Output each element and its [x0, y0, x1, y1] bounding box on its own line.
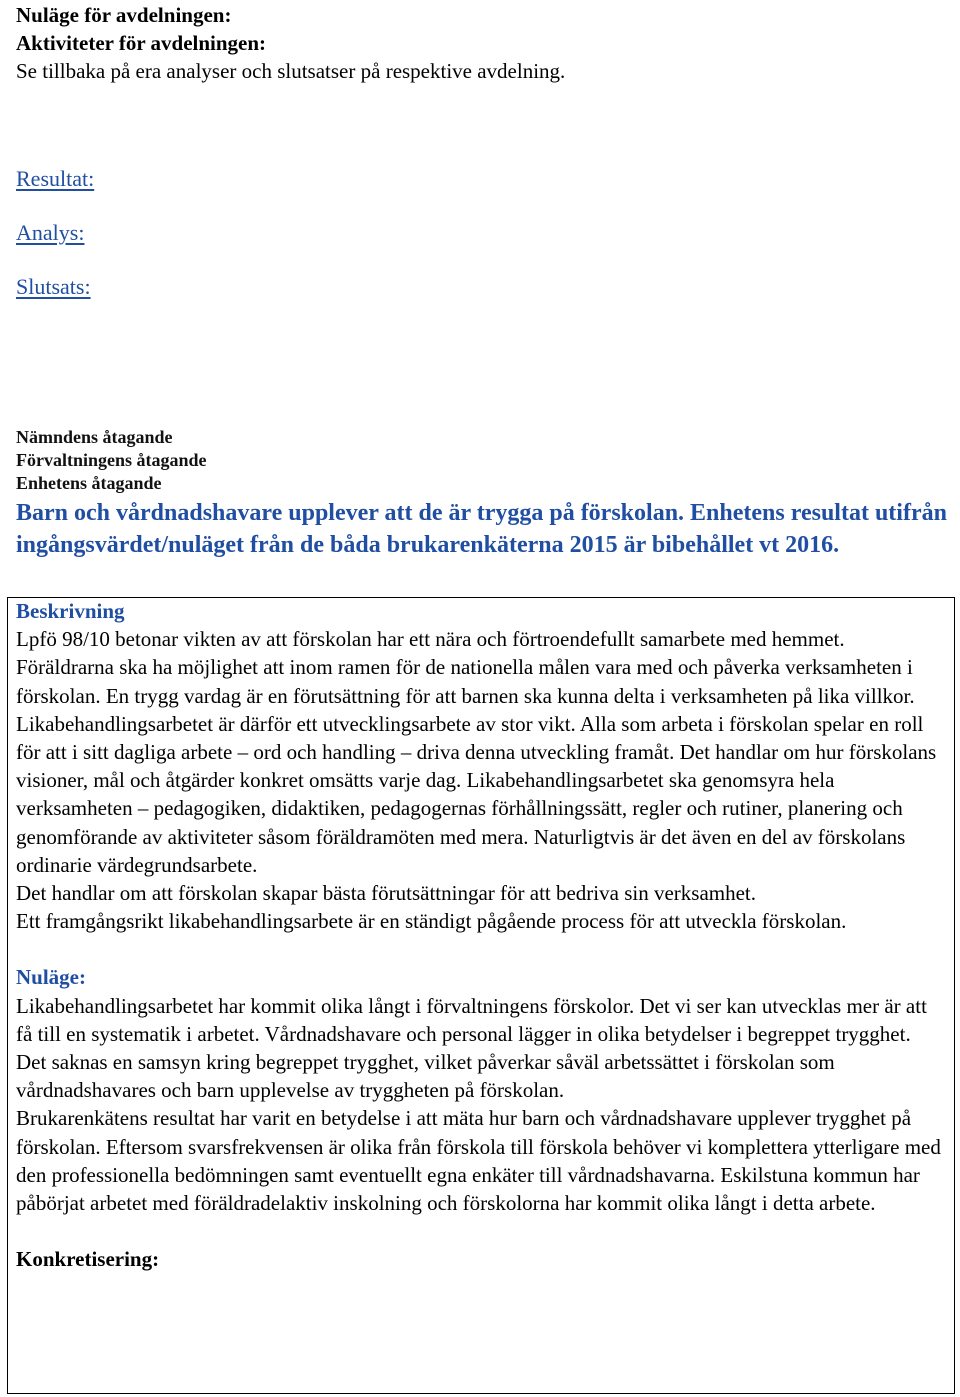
description-paragraph: Ett framgångsrikt likabehandlingsarbete är en ständigt pågående process för att utveckla förskolan.	[16, 909, 847, 934]
section-links	[16, 166, 94, 300]
unit-commitment-label: Enhetens åtagande	[16, 473, 162, 493]
analysis-link[interactable]: Analys:	[16, 220, 85, 245]
current-status-heading: Nuläge:	[16, 965, 86, 990]
administration-commitment-label: Förvaltningens åtagande	[16, 450, 207, 470]
description-paragraph: Det handlar om att förskolan skapar bästa förutsättningar för att bedriva sin verksamhet.	[16, 881, 757, 906]
commitments-section	[16, 426, 951, 561]
page-header	[16, 1, 946, 85]
description-paragraph: Lpfö 98/10 betonar vikten av att förskolan har ett nära och förtroendefullt samarbete med hemmet. Föräldrarna ska ha möjlighet att inom ramen för de nationella målen vara med och påverka verksamheten i förskolan. En trygg vardag är en förutsättning för att barnen ska kunna delta i verksamheten på lika villkor. Likabehandlingsarbetet är därför ett utvecklingsarbete av stor vikt. Alla som arbeta i förskolan spelar en roll för att i sitt dagliga arbete – ord och handling – driva denna utveckling framåt. Det handlar om hur förskolans visioner, mål och åtgärder konkret omsätts varje dag. Likabehandlingsarbetet ska genomsyra hela verksamheten – pedagogiken, didaktiken, pedagogernas förhållningssätt, regler och rutiner, planering och genomförande av aktiviteter såsom föräldramöten med mera. Naturligtvis är det även en del av förskolans ordinarie värdegrundsarbete.	[16, 627, 937, 877]
description-heading: Beskrivning	[16, 599, 125, 623]
current-status-paragraph: Brukarenkätens resultat har varit en betydelse i att mäta hur barn och vårdnadshavare upplever trygghet på förskolan. Eftersom svarsfrekvensen är olika från förskola till förskola behöver vi komplettera ytterligare med den professionella bedömningen samt eventuellt egna enkäter till vårdnadshavarna. Eskilstuna kommun har påbörjat arbetet med föräldradelaktiv inskolning och förskolorna har kommit olika långt i detta arbete.	[16, 1106, 941, 1216]
activities-heading: Aktiviteter för avdelningen:	[16, 31, 267, 55]
current-status-paragraph: Likabehandlingsarbetet har kommit olika långt i förvaltningens förskolor. Det vi ser kan utvecklas mer är att få till en systematik i arbetet. Vårdnadshavare och personal lägger in olika betydelser i begreppet trygghet. Det saknas en samsyn kring begreppet trygghet, vilket påverkar såväl arbetssättet i förskolan som vårdnadshavares och barn upplevelse av tryggheten på förskolan.	[16, 993, 927, 1103]
result-link[interactable]: Resultat:	[16, 166, 95, 191]
unit-goal-statement: Barn och vårdnadshavare upplever att de är trygga på förskolan. Enhetens resultat utifrån ingångsvärdet/nuläget från de båda brukarenkäterna 2015 är bibehållet vt 2016.	[16, 500, 947, 558]
spacer	[16, 935, 946, 963]
conclusion-link[interactable]: Slutsats:	[16, 274, 91, 299]
instruction-text: Se tillbaka på era analyser och slutsatser på respektive avdelning.	[16, 59, 566, 83]
spacer	[16, 1217, 946, 1245]
board-commitment-label: Nämndens åtagande	[16, 427, 173, 447]
status-heading: Nuläge för avdelningen:	[16, 3, 232, 27]
concretization-heading: Konkretisering:	[16, 1247, 160, 1272]
description-content	[16, 597, 946, 1273]
